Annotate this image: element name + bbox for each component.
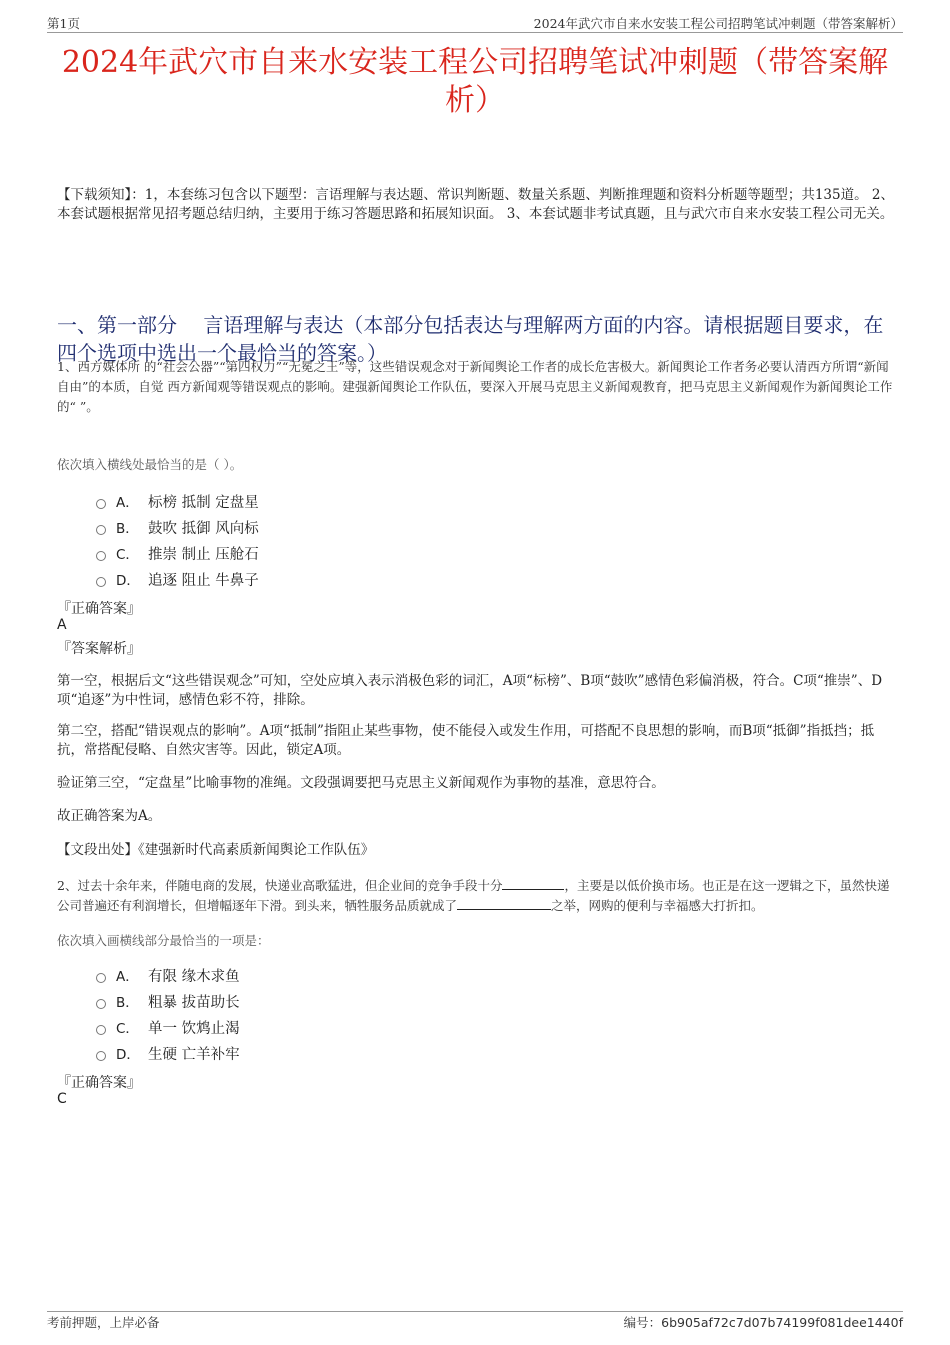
- option-text: 生硬 亡羊补牢: [148, 1046, 240, 1063]
- q1-analysis-label: 『答案解析』: [57, 641, 141, 657]
- footer-slogan: 考前押题，上岸必备: [47, 1315, 160, 1330]
- option-letter: A．: [116, 969, 139, 985]
- option-letter: B．: [116, 995, 139, 1011]
- header-doc-name: 2024年武穴市自来水安装工程公司招聘笔试冲刺题（带答案解析）: [533, 16, 903, 31]
- q1-source: 【文段出处】《建强新时代高素质新闻舆论工作队伍》: [57, 842, 375, 858]
- radio-icon[interactable]: [96, 525, 106, 535]
- q2-correct-answer: C: [57, 1091, 67, 1107]
- question-1-options: [96, 488, 259, 592]
- radio-icon[interactable]: [96, 577, 106, 587]
- footer-code-label: 编号：: [623, 1315, 662, 1330]
- q1-option-c[interactable]: [96, 540, 259, 566]
- option-text: 有限 缘木求鱼: [148, 968, 240, 985]
- option-text: 追逐 阻止 牛鼻子: [148, 572, 259, 589]
- option-letter: D．: [116, 1047, 140, 1063]
- q1-correct-answer-label: 『正确答案』: [57, 601, 141, 617]
- question-1-text: 1、西方媒体所 的“社会公器”“第四权力”“无冕之王”等，这些错误观念对于新闻舆论工作者的成长危害极大。新闻舆论工作者务必要认清西方所谓“新闻自由”的本质，自觉 西方新闻观等错误观点的影响。建强新闻舆论工作队伍，要深入开展马克思主义新闻观教育，把马克思主义新闻观作为新闻舆论工作的“ ”。: [57, 359, 893, 414]
- q2-correct-answer-label: 『正确答案』: [57, 1075, 141, 1091]
- option-text: 推崇 制止 压舱石: [148, 546, 259, 563]
- question-2-text: [57, 876, 900, 916]
- page-header: [47, 14, 903, 34]
- radio-icon[interactable]: [96, 973, 106, 983]
- question-2-options: [96, 962, 240, 1066]
- radio-icon[interactable]: [96, 1025, 106, 1035]
- q2-text-part2: ，主要是以低价换市场。也正是在这一逻辑之下，虽然快递公司普遍还有利润增长，但增幅逐年下滑。到头来，牺牲服务品质就成了: [57, 878, 890, 913]
- option-letter: D．: [116, 573, 140, 589]
- q1-analysis-p3: 验证第三空，“定盘星”比喻事物的准绳。文段强调要把马克思主义新闻观作为事物的基准，意思符合。: [57, 775, 665, 791]
- option-letter: C．: [116, 1021, 139, 1037]
- footer-code-value: 6b905af72c7d07b74199f081dee1440f: [661, 1315, 903, 1330]
- q2-text-part3: 之举，网购的便利与幸福感大打折扣。: [551, 898, 764, 913]
- option-text: 粗暴 拔苗助长: [148, 994, 240, 1011]
- q1-correct-answer: A: [57, 617, 67, 633]
- q1-analysis-p2: 第二空，搭配“错误观点的影响”。A项“抵制”指阻止某些事物，使不能侵入或发生作用，可搭配不良思想的影响，而B项“抵御”指抵挡；抵抗，常搭配侵略、自然灾害等。因此，锁定A项。: [57, 723, 875, 758]
- q1-analysis-p1: 第一空，根据后文“这些错误观念”可知，空处应填入表示消极色彩的词汇，A项“标榜”、B项“鼓吹”感情色彩偏消极，符合。C项“推崇”、D项“追逐”为中性词，感情色彩不符，排除。: [57, 673, 883, 708]
- option-text: 单一 饮鸩止渴: [148, 1020, 240, 1037]
- q2-option-a[interactable]: [96, 962, 240, 988]
- fill-blank-1[interactable]: [502, 878, 564, 890]
- question-2-instruction: 依次填入画横线部分最恰当的一项是：: [57, 933, 270, 948]
- radio-icon[interactable]: [96, 1051, 106, 1061]
- q1-option-d[interactable]: [96, 566, 259, 592]
- q2-text-part1: 2、过去十余年来，伴随电商的发展，快递业高歌猛进，但企业间的竞争手段十分: [57, 878, 503, 893]
- footer-code: [624, 1313, 903, 1331]
- footer-divider: [47, 1311, 903, 1312]
- page-number: 第1页: [47, 16, 80, 31]
- question-1-instruction: 依次填入横线处最恰当的是（ ）。: [57, 457, 243, 472]
- section-title: 一、第一部分 言语理解与表达（本部分包括表达与理解两方面的内容。请根据题目要求，在四个选项中选出一个最恰当的答案。）: [57, 313, 884, 365]
- radio-icon[interactable]: [96, 499, 106, 509]
- header-divider: [47, 32, 903, 33]
- radio-icon[interactable]: [96, 999, 106, 1009]
- option-letter: B．: [116, 521, 139, 537]
- option-text: 鼓吹 抵御 风向标: [148, 520, 259, 537]
- q1-analysis-p4: 故正确答案为A。: [57, 808, 162, 824]
- document-title: 2024年武穴市自来水安装工程公司招聘笔试冲刺题（带答案解析）: [61, 45, 889, 118]
- q2-option-c[interactable]: [96, 1014, 240, 1040]
- option-letter: C．: [116, 547, 139, 563]
- fill-blank-2[interactable]: [457, 898, 551, 910]
- q1-option-b[interactable]: [96, 514, 259, 540]
- q1-option-a[interactable]: [96, 488, 259, 514]
- page-footer: [47, 1313, 903, 1331]
- q2-option-b[interactable]: [96, 988, 240, 1014]
- download-notice: 【下载须知】：1，本套练习包含以下题型：言语理解与表达题、常识判断题、数量关系题、判断推理题和资料分析题等题型；共135道。 2、本套试题根据常见招考题总结归纳，主要用于练习答题思路和拓展知识面。 3、本套试题非考试真题，且与武穴市自来水安装工程公司无关。: [57, 187, 894, 222]
- option-letter: A．: [116, 495, 139, 511]
- radio-icon[interactable]: [96, 551, 106, 561]
- q2-option-d[interactable]: [96, 1040, 240, 1066]
- option-text: 标榜 抵制 定盘星: [148, 494, 259, 511]
